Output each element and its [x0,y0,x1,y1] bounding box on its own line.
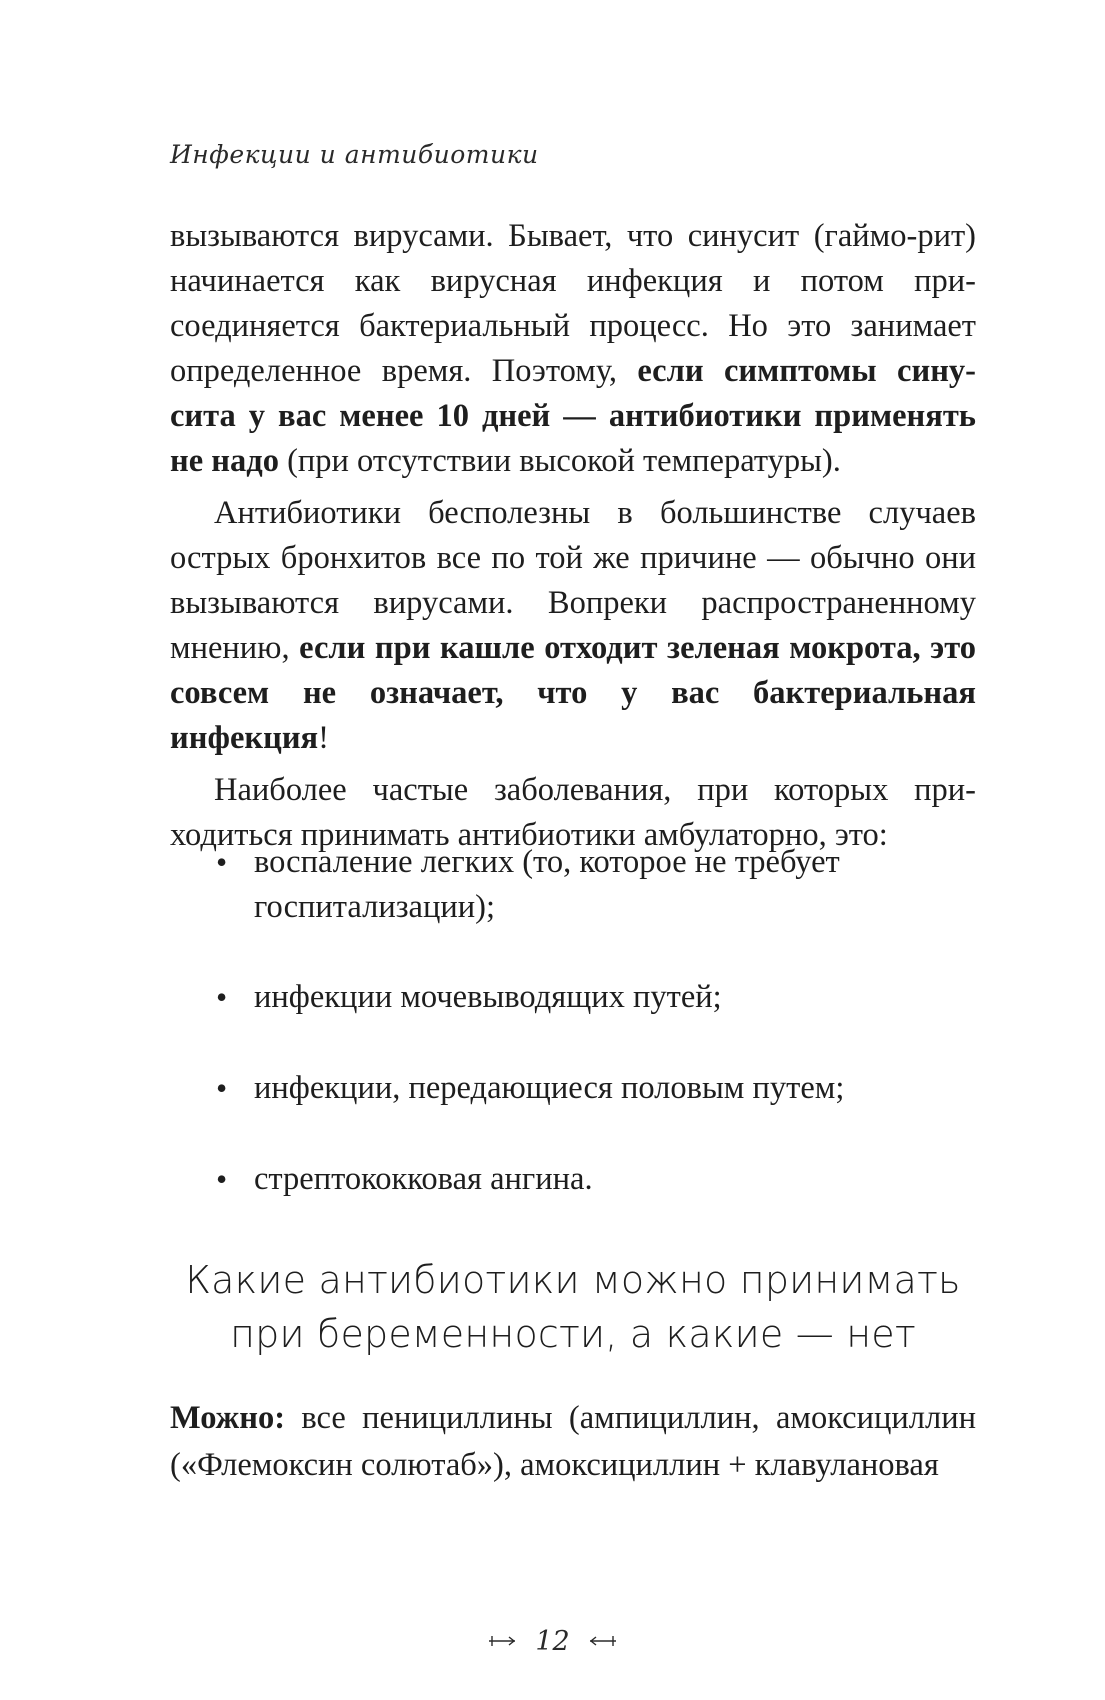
section-heading-line-1: Какие антибиотики можно принимать [185,1258,961,1302]
paragraph-4-text: все пенициллины (ампициллин, амоксициллин («Флемоксин солютаб»), амоксициллин + клавулановая [170,1400,976,1483]
section-heading-line-2: при беременности, а какие — нет [230,1312,916,1356]
list-item-text: воспаление легких (то, которое не требует госпитализации); [254,844,840,925]
ornament-right-icon [588,1634,618,1648]
section-heading [150,1253,996,1361]
paragraph-3: Наиболее частые заболевания, при которых при-ходиться принимать антибиотики амбулаторно, это: [170,772,976,853]
page-number: 12 [535,1625,570,1657]
paragraph-1 [170,214,976,484]
list-item [170,840,874,930]
paragraph-1-bold: если симптомы сину-сита у вас менее 10 дней — антибиотики применять не надо [170,353,976,479]
paragraph-2 [170,491,976,761]
list-item-text: стрептококковая ангина. [254,1161,593,1197]
bullet-icon: • [216,1161,228,1197]
list-item [170,1066,974,1111]
paragraph-2-text-a: Антибиотики бесполезны в большинстве случаев острых бронхитов все по той же причине — обычно они вызываются вирусами. Вопреки распространенному мнению, [170,495,976,666]
paragraph-2-text-b: ! [318,720,329,756]
paragraph-4 [170,1395,976,1489]
paragraph-1-text-a: вызываются вирусами. Бывает, что синусит (гаймо-рит) начинается как вирусная инфекция и потом при-соединяется бактериальный процесс. Но это занимает определенное время. Поэтому, [170,218,976,389]
list-item-text: инфекции мочевыводящих путей; [254,979,722,1015]
page-footer [0,1621,1105,1661]
paragraph-1-text-b: (при отсутствии высокой температуры). [278,443,841,479]
bullet-icon: • [216,844,228,880]
list-item [170,975,954,1020]
paragraph-2-bold: если при кашле отходит зеленая мокрота, это совсем не означает, что у вас бактериальная инфекция [170,630,977,756]
paragraph-4-bold: Можно: [170,1400,286,1436]
ornament-left-icon [487,1634,517,1648]
running-head: Инфекции и антибиотики [170,140,539,169]
list-item-text: инфекции, передающиеся половым путем; [254,1070,845,1106]
bullet-icon: • [216,1070,228,1106]
body-text [170,214,976,858]
list-item [170,1157,954,1202]
final-paragraph [170,1395,976,1489]
bullet-icon: • [216,979,228,1015]
